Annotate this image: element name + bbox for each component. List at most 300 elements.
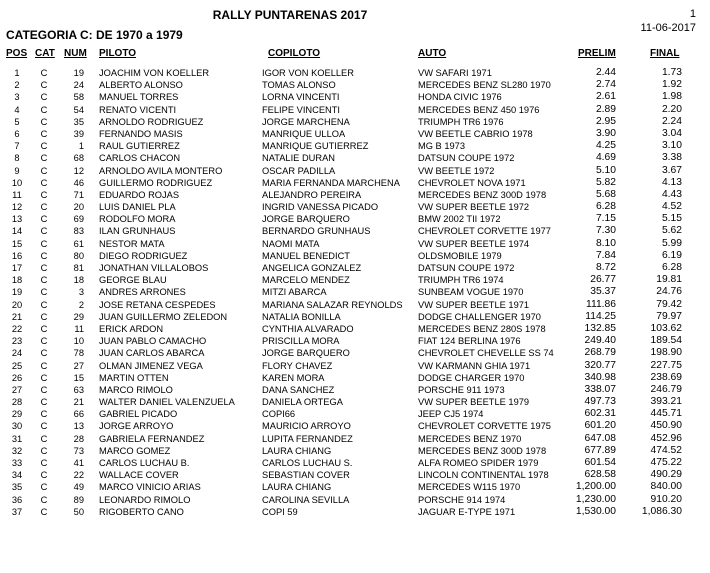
- cell-prelim: 497.73: [584, 396, 616, 408]
- cell-prelim: 5.82: [595, 176, 616, 188]
- cell-copiloto: IGOR VON KOELLER: [262, 68, 354, 78]
- category-heading: CATEGORIA C: DE 1970 a 1979: [6, 28, 183, 42]
- header-pos: POS: [6, 48, 28, 59]
- cell-piloto: GUILLERMO RODRIGUEZ: [99, 177, 213, 188]
- cell-piloto: GABRIEL PICADO: [99, 409, 178, 420]
- cell-auto: HONDA CIVIC 1976: [418, 92, 502, 103]
- cell-auto: VW KARMANN GHIA 1971: [418, 360, 531, 371]
- cell-piloto: CARLOS LUCHAU B.: [99, 458, 190, 468]
- cell-pos: 25: [11, 360, 23, 371]
- cell-final: 5.62: [661, 225, 682, 237]
- cell-prelim: 628.58: [584, 469, 616, 481]
- cell-pos: 23: [11, 336, 23, 347]
- cell-num: 63: [73, 384, 84, 395]
- cell-final: 227.75: [650, 359, 682, 371]
- cell-pos: 6: [14, 128, 20, 139]
- cell-copiloto: INGRID VANESSA PICADO: [262, 202, 379, 213]
- cell-prelim: 2.89: [595, 103, 616, 115]
- cell-num: 78: [73, 348, 84, 359]
- cell-pos: 8: [14, 153, 20, 164]
- cell-num: 73: [73, 445, 84, 456]
- table-row: [0, 372, 710, 384]
- cell-piloto: MARCO GOMEZ: [99, 445, 171, 456]
- cell-prelim: 647.08: [584, 432, 616, 444]
- cell-piloto: RIGOBERTO CANO: [99, 506, 184, 517]
- table-row: [0, 420, 710, 432]
- cell-copiloto: FLORY CHAVEZ: [262, 360, 333, 371]
- cell-auto: MERCEDES BENZ 300D 1978: [418, 445, 547, 456]
- cell-pos: 12: [11, 202, 23, 213]
- cell-cat: C: [40, 372, 48, 383]
- cell-piloto: MARCO RIMOLO: [99, 384, 173, 395]
- header-auto: AUTO: [418, 48, 447, 59]
- cell-pos: 1: [14, 68, 20, 78]
- cell-cat: C: [40, 214, 48, 225]
- cell-auto: DATSUN COUPE 1972: [418, 263, 515, 273]
- cell-auto: VW BEETLE CABRIO 1978: [418, 128, 533, 139]
- cell-num: 10: [73, 336, 84, 347]
- table-row: [0, 481, 710, 493]
- cell-copiloto: FELIPE VINCENTI: [262, 104, 341, 115]
- cell-pos: 5: [14, 116, 20, 127]
- cell-copiloto: JORGE BARQUERO: [262, 348, 350, 359]
- cell-final: 3.10: [661, 140, 682, 152]
- cell-cat: C: [40, 238, 48, 249]
- cell-num: 11: [74, 323, 84, 334]
- cell-cat: C: [40, 153, 48, 164]
- table-row: [0, 274, 710, 286]
- cell-copiloto: PRISCILLA MORA: [262, 336, 340, 347]
- header-piloto: PILOTO: [99, 48, 137, 59]
- cell-piloto: MARTIN OTTEN: [99, 372, 169, 383]
- cell-pos: 29: [11, 409, 23, 420]
- table-row: [0, 140, 710, 152]
- cell-cat: C: [40, 384, 48, 395]
- cell-cat: C: [40, 287, 48, 298]
- cell-piloto: DIEGO RODRIGUEZ: [99, 250, 188, 261]
- header-cat: CAT: [35, 48, 55, 59]
- table-row: [0, 457, 710, 469]
- header-num: NUM: [64, 48, 87, 59]
- table-row: [0, 506, 710, 518]
- cell-piloto: WALLACE COVER: [99, 470, 179, 481]
- cell-auto: MG B 1973: [418, 141, 466, 152]
- cell-auto: MERCEDES BENZ 1970: [418, 433, 522, 444]
- cell-copiloto: JORGE MARCHENA: [262, 116, 350, 127]
- cell-pos: 27: [11, 384, 23, 395]
- cell-cat: C: [40, 263, 48, 273]
- cell-num: 21: [73, 397, 84, 408]
- cell-cat: C: [40, 458, 48, 468]
- cell-piloto: JORGE ARROYO: [99, 421, 174, 432]
- cell-copiloto: COPI 59: [262, 506, 298, 517]
- cell-copiloto: CYNTHIA ALVARADO: [262, 323, 354, 334]
- cell-num: 71: [73, 189, 84, 200]
- cell-cat: C: [40, 397, 48, 408]
- cell-copiloto: MARCELO MENDEZ: [262, 275, 350, 286]
- cell-prelim: 2.95: [595, 115, 616, 127]
- table-row: [0, 408, 710, 420]
- cell-final: 1.73: [661, 67, 682, 78]
- cell-cat: C: [40, 104, 48, 115]
- cell-copiloto: ANGELICA GONZALEZ: [262, 263, 362, 273]
- cell-copiloto: DANA SANCHEZ: [262, 384, 335, 395]
- cell-auto: MERCEDES BENZ 450 1976: [418, 104, 540, 115]
- cell-piloto: JUAN PABLO CAMACHO: [99, 336, 207, 347]
- cell-copiloto: COPI66: [262, 409, 296, 420]
- table-row: [0, 165, 710, 177]
- cell-copiloto: KAREN MORA: [262, 372, 325, 383]
- header-final: FINAL: [650, 48, 680, 59]
- cell-cat: C: [40, 421, 48, 432]
- table-row: [0, 335, 710, 347]
- cell-prelim: 601.20: [584, 420, 616, 432]
- cell-final: 2.20: [661, 103, 682, 115]
- cell-pos: 21: [11, 311, 23, 322]
- cell-auto: ALFA ROMEO SPIDER 1979: [418, 458, 539, 468]
- cell-num: 19: [73, 68, 84, 78]
- cell-pos: 17: [11, 263, 23, 273]
- cell-auto: OLDSMOBILE 1979: [418, 250, 502, 261]
- cell-prelim: 340.98: [584, 371, 616, 383]
- cell-cat: C: [40, 482, 48, 493]
- cell-cat: C: [40, 189, 48, 200]
- cell-prelim: 35.37: [590, 286, 616, 298]
- cell-final: 2.24: [661, 115, 682, 127]
- cell-pos: 31: [11, 433, 23, 444]
- cell-cat: C: [40, 409, 48, 420]
- table-row: [0, 128, 710, 140]
- cell-num: 22: [73, 470, 84, 481]
- cell-piloto: RAUL GUTIERREZ: [99, 141, 180, 152]
- cell-cat: C: [40, 92, 48, 103]
- cell-cat: C: [40, 470, 48, 481]
- table-row: [0, 286, 710, 298]
- cell-auto: JEEP CJ5 1974: [418, 409, 484, 420]
- cell-cat: C: [40, 360, 48, 371]
- table-row: [0, 250, 710, 262]
- cell-cat: C: [40, 80, 48, 91]
- cell-prelim: 2.74: [595, 79, 616, 91]
- cell-num: 80: [73, 250, 84, 261]
- header-prelim: PRELIM: [578, 48, 616, 59]
- cell-auto: MERCEDES W115 1970: [418, 482, 521, 493]
- header-copiloto: COPILOTO: [268, 48, 321, 59]
- cell-cat: C: [40, 445, 48, 456]
- cell-piloto: CARLOS CHACON: [99, 153, 181, 164]
- cell-piloto: MARCO VINICIO ARIAS: [99, 482, 201, 493]
- cell-auto: CHEVROLET CORVETTE 1977: [418, 226, 551, 237]
- cell-cat: C: [40, 348, 48, 359]
- cell-piloto: JOSE RETANA CESPEDES: [99, 299, 216, 310]
- table-row: [0, 104, 710, 116]
- cell-pos: 35: [11, 482, 23, 493]
- cell-cat: C: [40, 165, 48, 176]
- cell-piloto: LUIS DANIEL PLA: [99, 202, 176, 213]
- cell-copiloto: LORNA VINCENTI: [262, 92, 340, 103]
- cell-final: 3.04: [661, 127, 682, 139]
- cell-cat: C: [40, 116, 48, 127]
- cell-prelim: 2.61: [595, 91, 616, 103]
- cell-final: 198.90: [650, 347, 682, 359]
- cell-num: 50: [73, 506, 84, 517]
- cell-piloto: ALBERTO ALONSO: [99, 80, 183, 91]
- cell-piloto: FERNANDO MASIS: [99, 128, 183, 139]
- table-row: [0, 177, 710, 189]
- cell-auto: SUNBEAM VOGUE 1970: [418, 287, 524, 298]
- cell-copiloto: MARIA FERNANDA MARCHENA: [262, 177, 400, 188]
- cell-cat: C: [40, 128, 48, 139]
- cell-final: 189.54: [650, 335, 682, 347]
- table-row: [0, 225, 710, 237]
- cell-prelim: 268.79: [584, 347, 616, 359]
- cell-auto: MERCEDES BENZ SL280 1970: [418, 80, 551, 91]
- cell-piloto: JUAN CARLOS ABARCA: [99, 348, 205, 359]
- cell-cat: C: [40, 311, 48, 322]
- cell-pos: 16: [11, 250, 23, 261]
- cell-final: 103.62: [650, 322, 682, 334]
- cell-piloto: JOACHIM VON KOELLER: [99, 68, 210, 78]
- cell-num: 66: [73, 409, 84, 420]
- cell-auto: VW SUPER BEETLE 1979: [418, 397, 530, 408]
- cell-num: 54: [73, 104, 84, 115]
- cell-num: 1: [78, 141, 84, 152]
- cell-final: 475.22: [650, 457, 682, 468]
- cell-piloto: EDUARDO ROJAS: [99, 189, 180, 200]
- cell-prelim: 677.89: [584, 444, 616, 456]
- cell-piloto: WALTER DANIEL VALENZUELA: [99, 397, 235, 408]
- cell-final: 452.96: [650, 432, 682, 444]
- cell-final: 79.42: [656, 298, 682, 310]
- cell-auto: MERCEDES BENZ 280S 1978: [418, 323, 546, 334]
- cell-num: 2: [78, 299, 84, 310]
- cell-prelim: 320.77: [584, 359, 616, 371]
- cell-final: 246.79: [650, 383, 682, 395]
- cell-piloto: ARNOLDO AVILA MONTERO: [99, 165, 223, 176]
- table-row: [0, 384, 710, 396]
- cell-copiloto: MITZI ABARCA: [262, 287, 327, 298]
- cell-num: 3: [78, 287, 84, 298]
- cell-prelim: 3.90: [595, 127, 616, 139]
- table-row: [0, 311, 710, 323]
- cell-num: 83: [73, 226, 84, 237]
- cell-cat: C: [40, 494, 48, 505]
- cell-pos: 34: [11, 470, 23, 481]
- cell-final: 24.76: [656, 286, 682, 298]
- cell-pos: 15: [11, 238, 23, 249]
- table-row: [0, 494, 710, 506]
- table-row: [0, 91, 710, 103]
- cell-num: 39: [73, 128, 84, 139]
- table-row: [0, 347, 710, 359]
- cell-prelim: 5.10: [595, 164, 616, 176]
- cell-copiloto: MANUEL BENEDICT: [262, 250, 350, 261]
- cell-pos: 10: [11, 177, 23, 188]
- cell-final: 450.90: [650, 420, 682, 432]
- cell-auto: PORSCHE 914 1974: [418, 494, 506, 505]
- cell-num: 41: [73, 458, 84, 468]
- cell-cat: C: [40, 299, 48, 310]
- cell-pos: 7: [14, 141, 20, 152]
- cell-prelim: 8.10: [595, 237, 616, 249]
- cell-cat: C: [40, 433, 48, 444]
- cell-copiloto: MANRIQUE ULLOA: [262, 128, 346, 139]
- cell-piloto: GABRIELA FERNANDEZ: [99, 433, 205, 444]
- cell-pos: 30: [11, 421, 23, 432]
- cell-prelim: 5.68: [595, 188, 616, 200]
- cell-final: 4.43: [661, 188, 682, 200]
- table-row: [0, 299, 710, 311]
- cell-prelim: 4.69: [595, 152, 616, 164]
- cell-final: 6.28: [661, 262, 682, 273]
- cell-final: 474.52: [650, 444, 682, 456]
- table-header: [0, 48, 710, 62]
- cell-prelim: 1,530.00: [575, 505, 616, 517]
- cell-prelim: 6.28: [595, 201, 616, 213]
- cell-final: 490.29: [650, 469, 682, 481]
- cell-cat: C: [40, 506, 48, 517]
- cell-copiloto: MAURICIO ARROYO: [262, 421, 351, 432]
- cell-pos: 22: [11, 323, 23, 334]
- cell-copiloto: CARLOS LUCHAU S.: [262, 458, 353, 468]
- cell-final: 1.98: [661, 91, 682, 103]
- table-row: [0, 238, 710, 250]
- table-row: [0, 152, 710, 164]
- cell-pos: 28: [11, 397, 23, 408]
- cell-num: 20: [73, 202, 84, 213]
- table-row: [0, 67, 710, 79]
- cell-pos: 32: [11, 445, 23, 456]
- cell-copiloto: LAURA CHIANG: [262, 482, 332, 493]
- cell-pos: 4: [14, 104, 20, 115]
- cell-prelim: 132.85: [584, 322, 616, 334]
- cell-auto: BMW 2002 TII 1972: [418, 214, 501, 225]
- cell-cat: C: [40, 323, 48, 334]
- cell-prelim: 2.44: [595, 67, 616, 78]
- cell-pos: 11: [12, 189, 22, 200]
- cell-copiloto: JORGE BARQUERO: [262, 214, 350, 225]
- document-title: RALLY PUNTARENAS 2017: [212, 8, 368, 22]
- cell-piloto: JONATHAN VILLALOBOS: [99, 263, 209, 273]
- table-row: [0, 396, 710, 408]
- cell-num: 13: [73, 421, 84, 432]
- cell-piloto: JUAN GUILLERMO ZELEDON: [99, 311, 228, 322]
- cell-num: 35: [73, 116, 84, 127]
- table-row: [0, 360, 710, 372]
- cell-final: 5.15: [661, 213, 682, 225]
- cell-prelim: 4.25: [595, 140, 616, 152]
- cell-pos: 9: [14, 165, 20, 176]
- cell-auto: VW SAFARI 1971: [418, 68, 492, 78]
- cell-pos: 13: [11, 214, 23, 225]
- cell-piloto: RENATO VICENTI: [99, 104, 177, 115]
- cell-auto: VW SUPER BEETLE 1972: [418, 202, 530, 213]
- cell-num: 28: [73, 433, 84, 444]
- cell-num: 49: [73, 482, 84, 493]
- cell-num: 58: [73, 92, 84, 103]
- cell-pos: 26: [11, 372, 23, 383]
- cell-final: 393.21: [650, 396, 682, 408]
- cell-prelim: 602.31: [584, 408, 616, 420]
- cell-prelim: 1,230.00: [575, 493, 616, 505]
- table-row: [0, 433, 710, 445]
- cell-auto: JAGUAR E-TYPE 1971: [418, 506, 516, 517]
- cell-copiloto: TOMAS ALONSO: [262, 80, 336, 91]
- cell-pos: 2: [14, 80, 20, 91]
- cell-final: 3.67: [661, 164, 682, 176]
- cell-auto: VW SUPER BEETLE 1974: [418, 238, 530, 249]
- cell-copiloto: DANIELA ORTEGA: [262, 397, 343, 408]
- cell-final: 910.20: [650, 493, 682, 505]
- cell-num: 81: [73, 263, 84, 273]
- cell-auto: CHEVROLET CHEVELLE SS 74: [418, 348, 554, 359]
- cell-pos: 19: [11, 287, 23, 298]
- cell-pos: 18: [11, 275, 23, 286]
- cell-auto: MERCEDES BENZ 300D 1978: [418, 189, 547, 200]
- cell-piloto: OLMAN JIMENEZ VEGA: [99, 360, 203, 371]
- cell-final: 445.71: [650, 408, 682, 420]
- cell-prelim: 111.86: [586, 298, 616, 310]
- cell-prelim: 114.25: [585, 310, 616, 322]
- page-number: 1: [689, 8, 696, 20]
- cell-copiloto: LAURA CHIANG: [262, 445, 332, 456]
- table-row: [0, 189, 710, 201]
- table-row: [0, 445, 710, 457]
- cell-auto: FIAT 124 BERLINA 1976: [418, 336, 521, 347]
- cell-cat: C: [40, 275, 48, 286]
- cell-auto: PORSCHE 911 1973: [418, 384, 505, 395]
- cell-cat: C: [40, 141, 48, 152]
- cell-auto: CHEVROLET CORVETTE 1975: [418, 421, 551, 432]
- cell-final: 4.52: [661, 201, 682, 213]
- cell-prelim: 249.40: [584, 335, 616, 347]
- cell-piloto: ARNOLDO RODRIGUEZ: [99, 116, 204, 127]
- cell-pos: 3: [14, 92, 20, 103]
- cell-final: 4.13: [661, 176, 682, 188]
- cell-num: 15: [73, 372, 84, 383]
- table-row: [0, 213, 710, 225]
- cell-prelim: 7.84: [595, 249, 616, 261]
- cell-copiloto: LUPITA FERNANDEZ: [262, 433, 353, 444]
- cell-num: 24: [73, 80, 84, 91]
- cell-prelim: 338.07: [584, 383, 616, 395]
- cell-cat: C: [40, 250, 48, 261]
- cell-final: 79.97: [656, 310, 682, 322]
- cell-prelim: 7.15: [595, 213, 616, 225]
- cell-num: 29: [73, 311, 84, 322]
- cell-auto: DATSUN COUPE 1972: [418, 153, 515, 164]
- cell-final: 5.99: [661, 237, 682, 249]
- cell-auto: CHEVROLET NOVA 1971: [418, 177, 526, 188]
- table-row: [0, 79, 710, 91]
- cell-final: 238.69: [650, 371, 682, 383]
- cell-cat: C: [40, 202, 48, 213]
- cell-num: 12: [73, 165, 84, 176]
- cell-prelim: 601.54: [584, 457, 616, 468]
- document-date: 11-06-2017: [640, 22, 696, 34]
- cell-piloto: ILAN GRUNHAUS: [99, 226, 176, 237]
- cell-num: 69: [73, 214, 84, 225]
- cell-piloto: MANUEL TORRES: [99, 92, 179, 103]
- cell-prelim: 26.77: [590, 274, 616, 286]
- cell-cat: C: [40, 68, 48, 78]
- cell-num: 18: [73, 275, 84, 286]
- cell-pos: 14: [11, 226, 23, 237]
- cell-copiloto: NAOMI MATA: [262, 238, 320, 249]
- cell-pos: 33: [11, 458, 23, 468]
- cell-cat: C: [40, 177, 48, 188]
- cell-piloto: NESTOR MATA: [99, 238, 165, 249]
